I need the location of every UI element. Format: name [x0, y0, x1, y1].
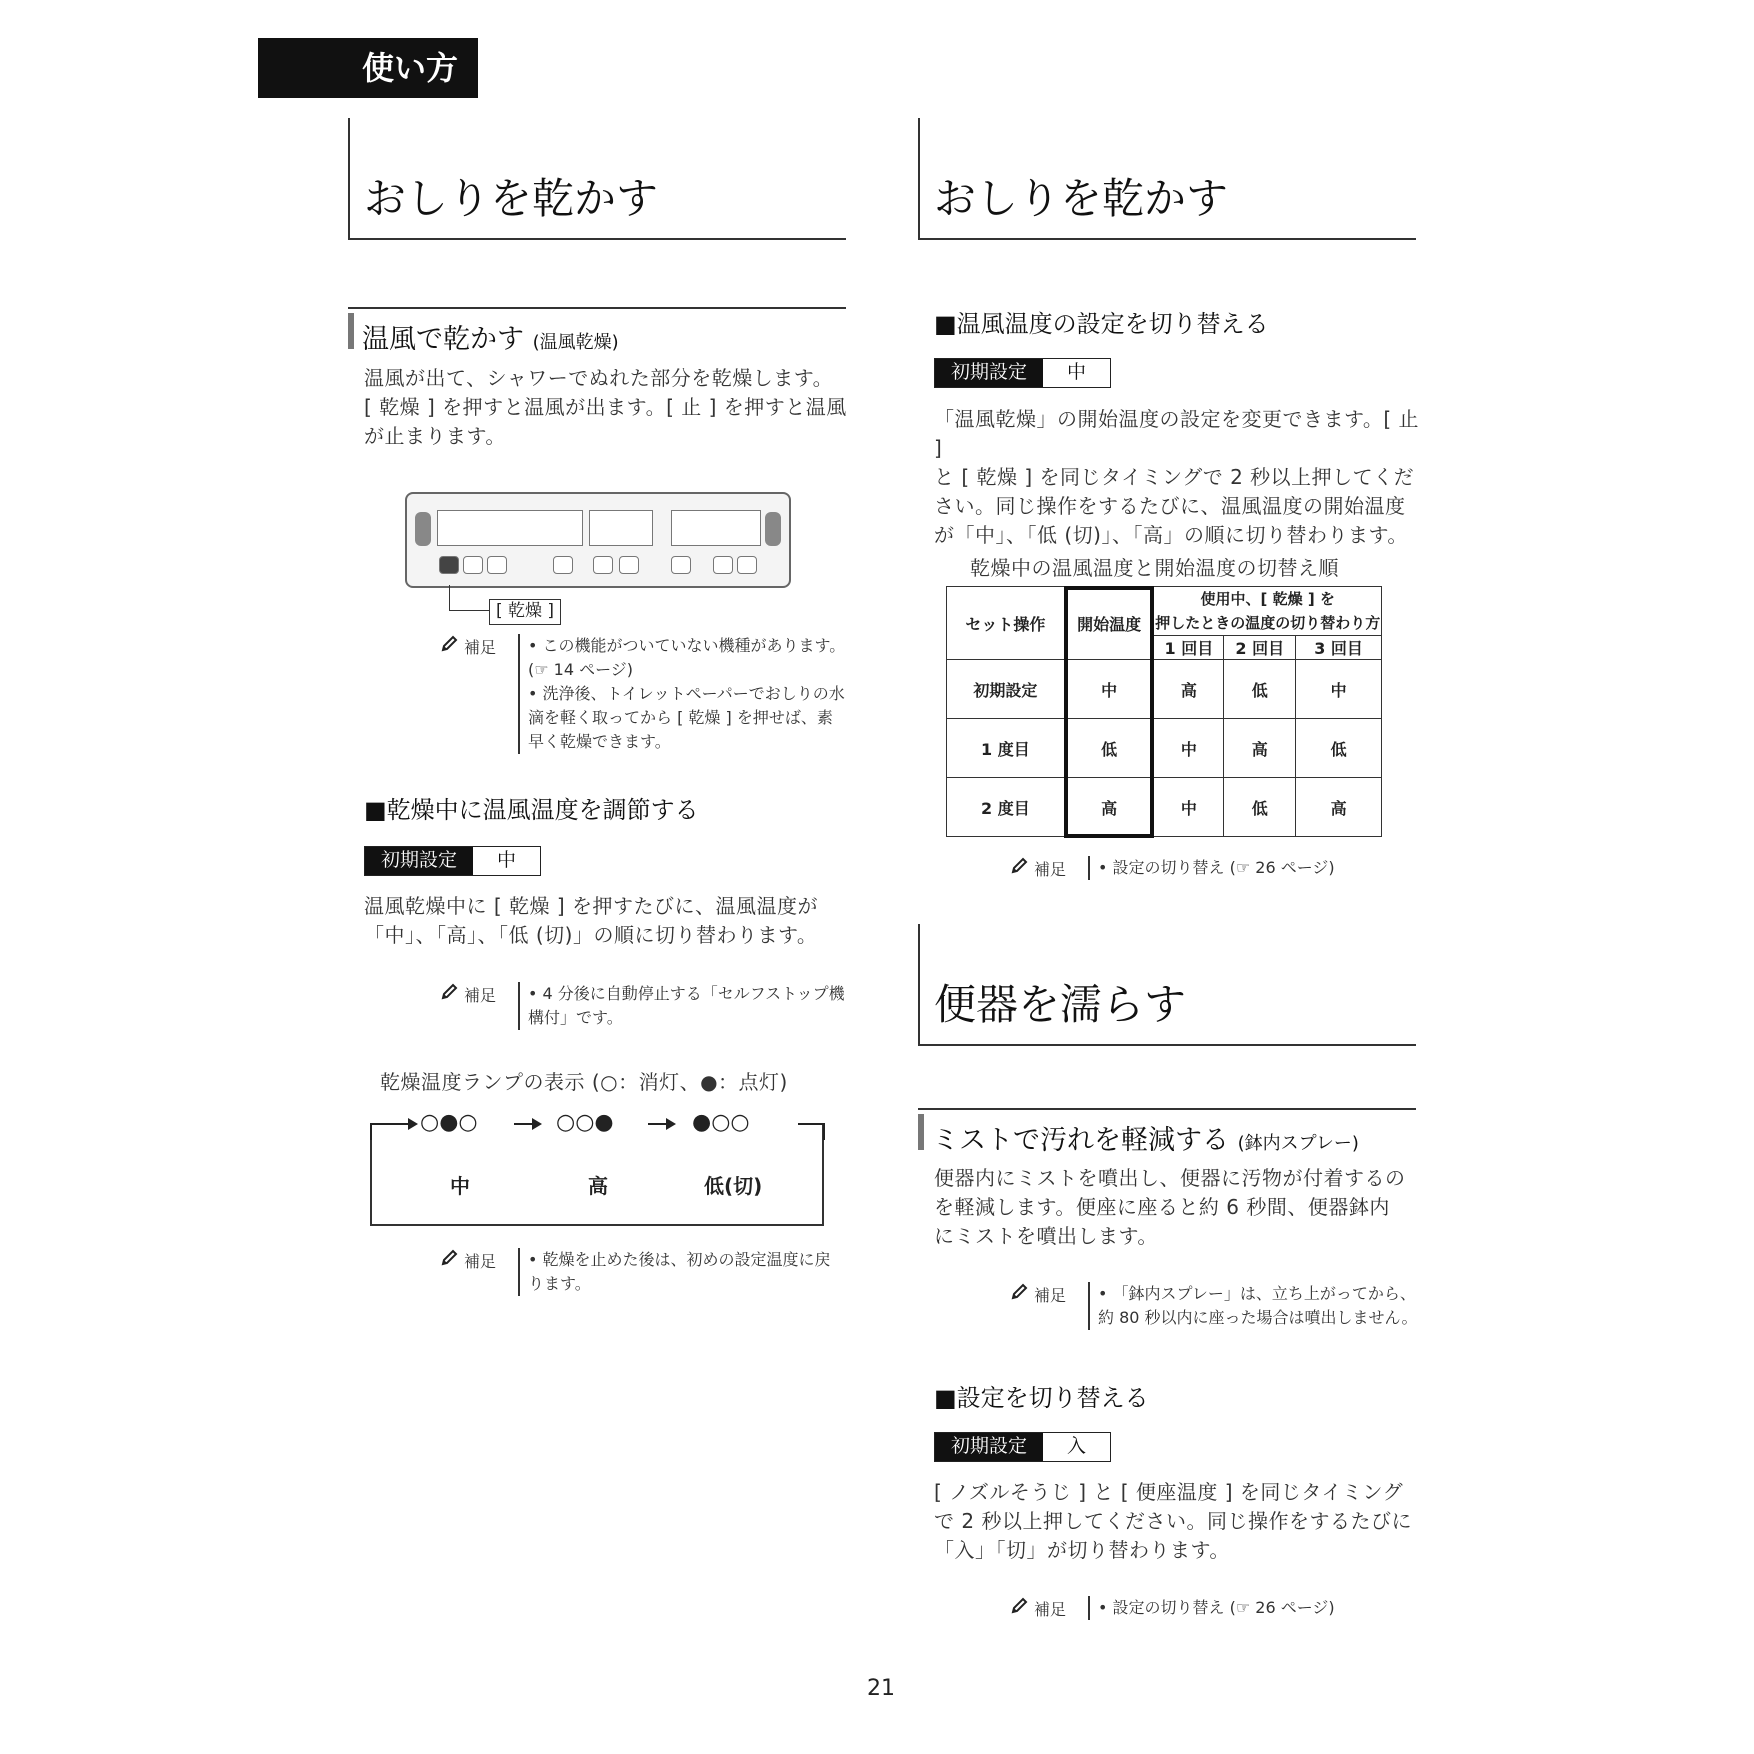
panel-button — [713, 556, 733, 574]
panel-button — [671, 556, 691, 574]
note-items: • この機能がついていない機種があります。 (☞ 14 ページ) • 洗浄後、トイレットペーパーでおしりの水 滴を軽く取ってから [ 乾燥 ] を押せば、素 早く乾燥できます。 — [518, 634, 845, 754]
panel-deodorize-buttons — [671, 510, 761, 546]
temp-body-text: 「温風乾燥」の開始温度の設定を変更できます。[ 止 ] と [ 乾燥 ] を同じタイミングで 2 秒以上押してくだ さい。同じ操作をするたびに、温風温度の開始温度 が「中」、「低 (切)」、「高」の順に切り替わります。 — [934, 407, 1420, 547]
header-set-operation: セット操作 — [947, 587, 1065, 660]
header-in-use: 使用中、[ 乾燥 ] を 押したときの温度の切り替わり方 — [1154, 587, 1382, 636]
left-subhead-title: 温風で乾かす (温風乾燥) — [362, 324, 619, 355]
left-subhead — [348, 307, 846, 353]
dry-button-highlighted — [439, 556, 459, 574]
panel-middle-buttons — [589, 510, 653, 546]
panel-button — [553, 556, 573, 574]
note-6 — [1010, 1596, 1335, 1620]
page-number: 21 — [867, 1676, 895, 1701]
right-chapter2-heading — [918, 924, 1416, 1046]
panel-button — [737, 556, 757, 574]
panel-button — [487, 556, 507, 574]
note-items: • 乾燥を止めた後は、初めの設定温度に戻 ります。 — [518, 1248, 831, 1296]
lamp-dots-high: ○○● — [556, 1110, 614, 1135]
note-label: 補足 — [440, 1248, 518, 1296]
row-c1: 高 — [1154, 660, 1224, 719]
note-4 — [1010, 856, 1335, 880]
pencil-icon — [1010, 1597, 1030, 1615]
panel-button — [619, 556, 639, 574]
row-c2: 低 — [1224, 660, 1296, 719]
right-subhead-title: ミストで汚れを軽減する (鉢内スプレー) — [932, 1125, 1359, 1156]
row-c2: 低 — [1224, 778, 1296, 837]
lamp-label-low: 低(切) — [704, 1174, 763, 1198]
row-c1: 中 — [1154, 719, 1224, 778]
lamp-caption: 乾燥温度ランプの表示 (○：消灯、●：点灯) — [380, 1070, 788, 1094]
switch-heading: ■設定を切り替える — [934, 1384, 1149, 1412]
left-chapter-title: おしりを乾かす — [364, 174, 659, 223]
note-label: 補足 — [440, 634, 518, 754]
panel-right-cap — [765, 512, 781, 546]
note-label: 補足 — [1010, 1282, 1088, 1330]
pencil-icon — [440, 635, 460, 653]
lamp-label-mid: 中 — [450, 1174, 470, 1198]
note-label: 補足 — [440, 982, 518, 1030]
row-c1: 中 — [1154, 778, 1224, 837]
row-op: 2 度目 — [947, 778, 1065, 837]
lamp-label-high: 高 — [588, 1174, 608, 1198]
remote-control-illustration — [405, 492, 791, 588]
row-op: 初期設定 — [947, 660, 1065, 719]
left-chapter-heading — [348, 118, 846, 240]
row-c3: 高 — [1296, 778, 1382, 837]
pencil-icon — [1010, 857, 1030, 875]
header-1st: 1 回目 — [1154, 636, 1224, 660]
header-start-temp: 開始温度 — [1064, 587, 1154, 660]
note-3 — [440, 1248, 831, 1296]
note-items: • 「鉢内スプレー」は、立ち上がってから、 約 80 秒以内に座った場合は噴出しません。 — [1088, 1282, 1418, 1330]
switch-default-tag: 初期設定 入 — [934, 1432, 1111, 1462]
panel-button — [593, 556, 613, 574]
switch-body-text: [ ノズルそうじ ] と [ 便座温度 ] を同じタイミング で 2 秒以上押してください。同じ操作をするたびに 「入」「切」が切り替わります。 — [934, 1480, 1412, 1562]
header-3rd: 3 回目 — [1296, 636, 1382, 660]
note-2 — [440, 982, 845, 1030]
row-start: 中 — [1064, 660, 1154, 719]
note-items: • 4 分後に自動停止する「セルフストップ機 構付」です。 — [518, 982, 845, 1030]
subhead-accent-bar — [918, 1114, 924, 1150]
adjust-body-text: 温風乾燥中に [ 乾燥 ] を押すたびに、温風温度が 「中」、「高」、「低 (切)」の順に切り替わります。 — [364, 894, 819, 947]
adjust-heading: ■乾燥中に温風温度を調節する — [364, 796, 699, 824]
pencil-icon — [440, 983, 460, 1001]
mist-body-text: 便器内にミストを噴出し、便器に汚物が付着するの を軽減します。便座に座ると約 6 秒間、便器鉢内 にミストを噴出します。 — [934, 1166, 1406, 1248]
panel-left-cap — [415, 512, 431, 546]
note-1 — [440, 634, 845, 754]
pencil-icon — [1010, 1283, 1030, 1301]
note-label: 補足 — [1010, 1596, 1088, 1620]
left-intro-text: 温風が出て、シャワーでぬれた部分を乾燥します。 [ 乾燥 ] を押すと温風が出ます。[ 止 ] を押すと温風 が止まります。 — [364, 366, 847, 448]
adjust-default-tag: 初期設定 中 — [364, 846, 541, 876]
row-c3: 低 — [1296, 719, 1382, 778]
dry-button-callout: [ 乾燥 ] — [489, 599, 561, 625]
panel-button — [463, 556, 483, 574]
section-tag: 使い方 — [258, 38, 478, 98]
temp-heading: ■温風温度の設定を切り替える — [934, 310, 1269, 338]
note-items: • 設定の切り替え (☞ 26 ページ) — [1088, 856, 1335, 880]
row-c2: 高 — [1224, 719, 1296, 778]
note-5 — [1010, 1282, 1418, 1330]
header-2nd: 2 回目 — [1224, 636, 1296, 660]
pencil-icon — [440, 1249, 460, 1267]
right-subhead — [918, 1108, 1416, 1154]
row-op: 1 度目 — [947, 719, 1065, 778]
lamp-dots-mid: ○●○ — [420, 1110, 478, 1135]
row-start: 高 — [1064, 778, 1154, 837]
temp-default-tag: 初期設定 中 — [934, 358, 1111, 388]
right-chapter-title: おしりを乾かす — [934, 174, 1229, 223]
panel-main-buttons — [437, 510, 583, 546]
row-start: 低 — [1064, 719, 1154, 778]
callout-leader-line — [449, 585, 489, 611]
note-items: • 設定の切り替え (☞ 26 ページ) — [1088, 1596, 1335, 1620]
temperature-switch-table — [946, 586, 1382, 837]
right-chapter-heading — [918, 118, 1416, 240]
subhead-accent-bar — [348, 313, 354, 349]
lamp-dots-low: ●○○ — [692, 1110, 750, 1135]
start-temp-highlight — [1064, 586, 1154, 838]
table-caption: 乾燥中の温風温度と開始温度の切替え順 — [970, 556, 1339, 580]
right-chapter2-title: 便器を濡らす — [934, 980, 1187, 1029]
row-c3: 中 — [1296, 660, 1382, 719]
note-label: 補足 — [1010, 856, 1088, 880]
